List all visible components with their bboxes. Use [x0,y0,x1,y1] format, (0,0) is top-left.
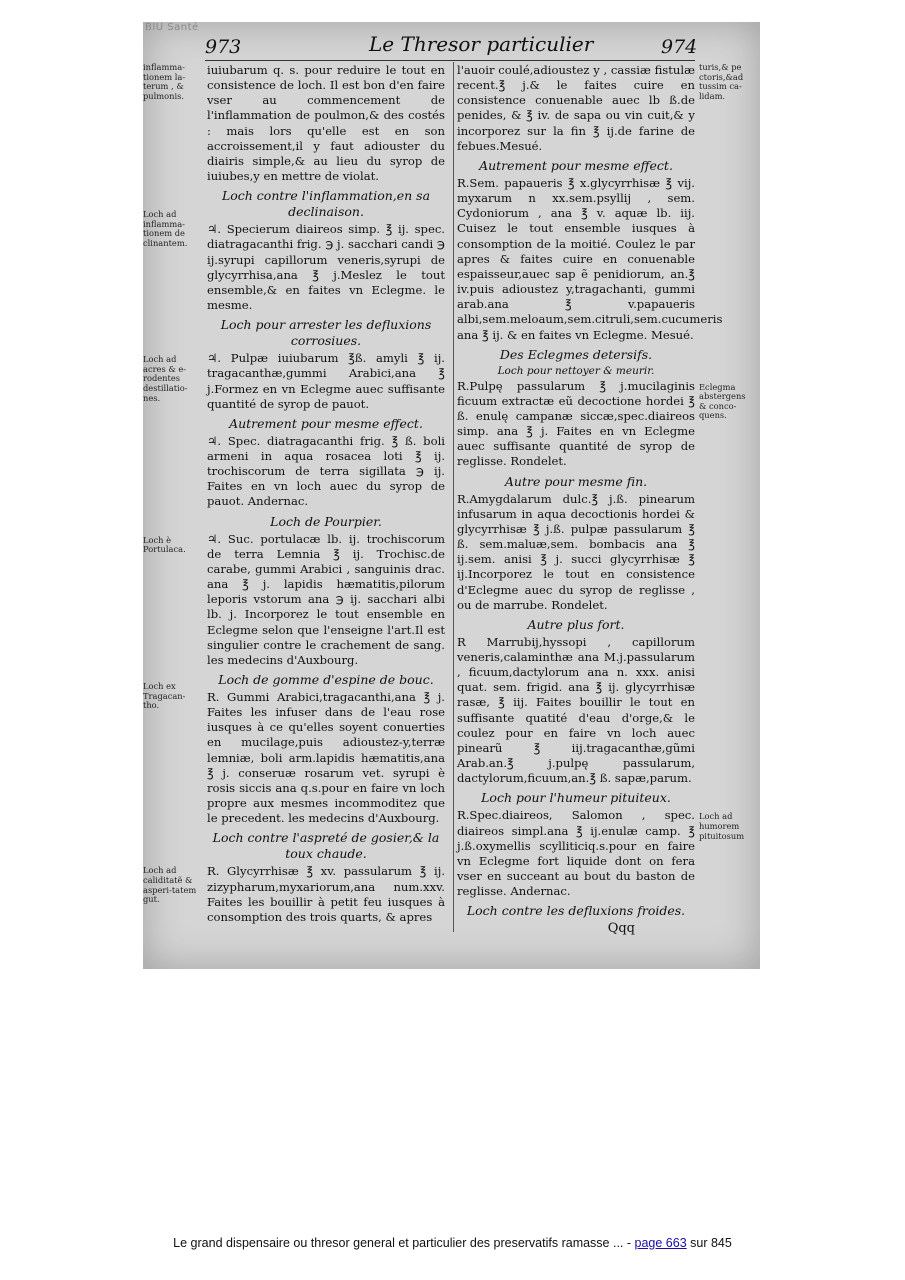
signature-mark: Qqq [607,921,635,937]
margin-note: inflamma-tionem la-terum , & pulmonis. [143,62,186,101]
running-title: Le Thresor particulier [369,32,594,56]
section-title: Loch de gomme d'espine de bouc. [218,672,434,687]
paragraph: ♃. Specierum diaireos simp. ℥ ij. spec. diatragacanthi frig. ℈ j. sacchari candi ℈ ij.syrupi capillorum veneris,syrupi de glycyrrhisa,ana ℥ j.Meslez le tout ensemble,& en faites vn Eclegme. le mesme. [207,222,445,313]
section-subtitle: Loch pour nettoyer & meurir. [497,364,655,377]
section-title: Loch contre l'inflammation,en sa declinaison. [221,188,431,220]
section-title: Autre plus fort. [527,616,625,632]
paragraph: R. Gummi Arabici,tragacanthi,ana ℥ j. Faites les infuser dans de l'eau rose iusques à ce qu'elles soyent conuerties en mucilage,puis adioustez-y,terræ lemniæ, boli arm.lapidis hæmatitis,ana ℥ j. conseruæ rosarum vet. syrupi è rosis siccis ana q.s.pour en faire vn loch propre aux mesmes incommoditez que le precedent. les medecins d'Auxbourg. [207,690,445,826]
section-title: Des Eclegmes detersifs. [499,346,653,362]
margin-note: turis,& pe ctoris,&ad tussim ca-lidam. [699,62,744,101]
paragraph: l'auoir coulé,adioustez y , cassiæ fistulæ recent.℥ j.& le faites cuire en consistence conuenable auec lb ß.de penides, & ℥ iv. de sapa ou vin cuit,& y incorporez sur la fin ℥ ij.de farine de febues.Mesué. [457,63,695,153]
paragraph: iuiubarum q. s. pour reduire le tout en consistence de loch. Il est bon d'en faire vser au commencement de l'inflammation de poulmon,& des costés : mais lors qu'elle est en son accroissement,il y faut adiouster du diairis simple,& au lieu du syrop de iuiubes,y en mettre de violat. [207,63,445,184]
right-section-1 [457,157,723,343]
left-section-1 [143,188,445,313]
section-title: Loch pour l'humeur pituiteux. [481,790,671,806]
header-rule [205,60,695,61]
paragraph: R.Spec.diaireos, Salomon , spec. diaireos simpl.ana ℥ ij.enulæ camp. ℥ j.ß.oxymellis scylliticiq.s.pour en faire vn Eclegme fort liquide dont on fera vser en succeant au bout du baston de reglisse. Andernac. [457,808,695,899]
section-title: Loch contre les defluxions froides. [466,903,686,919]
caption-text: Le grand dispensaire ou thresor general et particulier des preservatifs ramasse ... - [173,1236,635,1250]
section-title: Autre pour mesme fin. [504,473,648,489]
margin-note: Loch ad caliditatẽ & asperi-tatem gut. [143,865,197,905]
right-section-6 [457,903,695,936]
right-section-5 [457,790,745,899]
right-section-2 [457,346,746,470]
margin-note: Loch ad acres & e-rodentes destillatio-nes. [143,354,188,403]
column-divider [453,62,454,932]
left-section-5 [143,672,445,826]
page-caption [0,1236,905,1250]
section-title: Loch contre l'aspreté de gosier,& la toux chaude. [212,830,440,862]
left-intro [143,62,445,184]
section-title: Autrement pour mesme effect. [229,415,423,431]
section-title: Loch pour arrester les defluxions corrosiues. [220,317,432,349]
left-section-2 [143,317,445,412]
margin-note: Eclegma abstergens & conco-quens. [699,381,746,421]
right-intro [457,62,744,154]
right-section-3 [457,474,695,613]
paragraph: ♃. Spec. diatragacanthi frig. ℥ ß. boli armeni in aqua rosacea loti ℥ ij. trochiscorum de terra sigillata ℈ ij. Faites en vn loch auec du syrop de pauot. Andernac. [207,433,445,509]
right-section-4 [457,617,695,787]
left-column [143,62,445,925]
page-link[interactable]: page 663 [634,1236,687,1250]
left-section-3 [207,416,445,510]
paragraph: R. Glycyrrhisæ ℥ xv. passularum ℥ ij. zizypharum,myxariorum,ana num.xxv. Faites les bouillir à petit feu iusques à consomption des trois quarts, & apres [207,864,445,924]
paragraph: R.Sem. papaueris ℥ x.glycyrrhisæ ℥ vij. myxarum n xx.sem.psyllij , sem. Cydoniorum , ana ℥ v. aquæ lb. iij. Cuisez le tout ensemble iusques à consomption de la moitié. Coulez le par apres & faites cuire en conuenable espaisseur,auec sap ẽ penidiorum, an.℥ iv.puis adioustez y,tragachanti, gummi arab.ana ℥ v.papaueris albi,sem.meloaum,sem.citruli,sem.cucumeris ana ℥ ij. & en faites vn Eclegme. Mesué. [457,175,723,342]
page-number-left: 973 [205,36,242,58]
paragraph: ♃. Pulpæ iuiubarum ℥ß. amyli ℥ ij. tragacanthæ,gummi Arabici,ana ℥ j.Formez en vn Eclegme auec suffisante quantité de syrop de pauot. [207,351,445,411]
right-column [457,62,746,937]
caption-suffix: sur 845 [686,1236,732,1250]
margin-note: Loch ex Tragacan-tho. [143,681,186,711]
section-title: Loch de Pourpier. [270,513,382,529]
paragraph: R.Amygdalarum dulc.℥ j.ß. pinearum infusarum in aqua decoctionis hordei & glycyrrhisæ ℥ j.ß. pulpæ passularum ℥ ß. sem.maluæ,sem. bombacis ana ℥ ij.sem. anisi ℥ j. succi glycyrrhisæ ℥ ij.Incorporez le tout en consistence d'Eclegme auec du syrop de reglisse , ou de marrube. Rondelet. [457,491,695,612]
section-title: Autrement pour mesme effect. [479,157,673,173]
margin-note: Loch ad inflamma-tionem de clinantem. [143,209,188,249]
paragraph: R.Pulpę passularum ℥ j.mucilaginis ficuum extractæ eũ decoctione hordei ℥ ß. enulę campanæ siccæ,spec.diaireos simp. ana ℥ j. Faites en vn Eclegme auec suffisante quantité de syrop de reglisse. Rondelet. [457,378,695,469]
left-section-6 [143,830,445,925]
watermark: BIU Santé [145,22,199,33]
scanned-page [143,22,760,969]
page-number-right: 974 [661,36,698,58]
paragraph: ♃. Suc. portulacæ lb. ij. trochiscorum de terra Lemnia ℥ ij. Trochisc.de carabe, gummi Arabici , sanguinis drac. ana ℥ j. lapidis hæmatitis,pilorum leporis vstorum ana ℈ ij. sacchari albi lb. j. Incorporez le tout ensemble en Eclegme selon que l'enseigne l'art.Il est singulier contre le crachement de sang. les medecins d'Auxbourg. [207,531,445,667]
margin-note: Loch è Portulaca. [143,534,186,555]
margin-note: Loch ad humorem pituitosum [699,811,745,841]
paragraph: R Marrubij,hyssopi , capillorum veneris,calaminthæ ana M.j.passularum , ficuum,dactylorum ana n. xxx. anisi quat. sem. frigid. ana ℥ ij. glycyrrhisæ rasæ, ℥ iij. Faites bouillir le tout en suffisante quatité d'eau d'orge,& le coulez pour en faire vn loch auec pinearũ ℥ iij.tragacanthæ,gũmi Arab.an.℥ j.pulpę passularum, dactylorum,ficuum,an.℥ ß. sapæ,parum. [457,634,695,786]
left-section-4 [143,513,445,668]
